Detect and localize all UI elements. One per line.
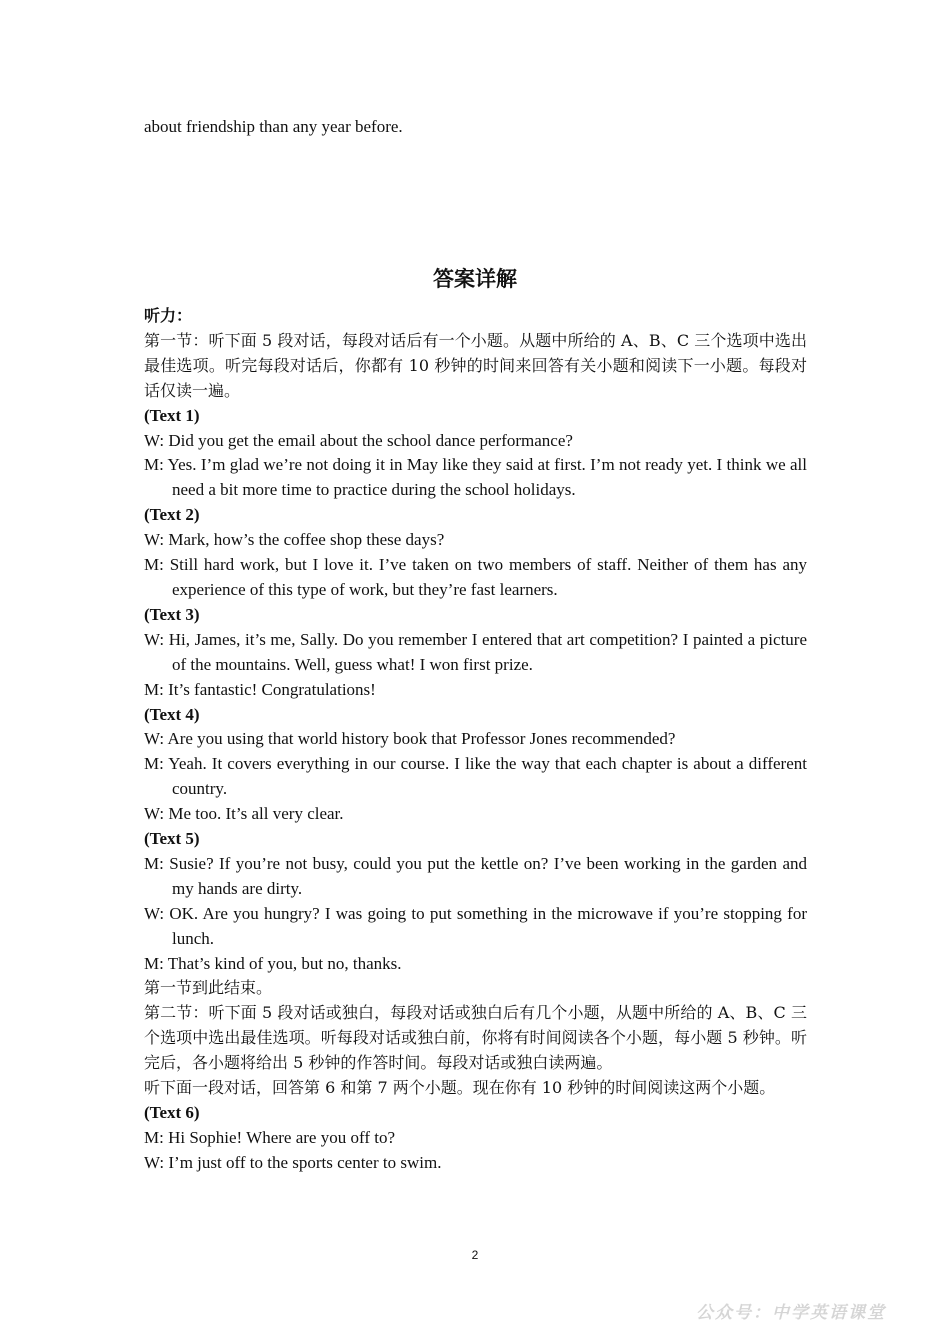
text3-label: (Text 3) <box>144 604 200 624</box>
dialogue-line: W: Mark, how’s the coffee shop these days? <box>144 530 445 550</box>
page-number: 2 <box>471 1248 479 1262</box>
carryover-line: about friendship than any year before. <box>144 117 403 136</box>
dialogue-line: W: I’m just off to the sports center to swim. <box>144 1152 442 1172</box>
dialogue-line: W: Hi, James, it’s me, Sally. Do you remember I entered that art competition? I painted a picture of the mountains. Well, guess what! I won first prize. <box>144 629 807 674</box>
dialogue-line: M: That’s kind of you, but no, thanks. <box>144 953 402 973</box>
text1-label: (Text 1) <box>144 405 200 425</box>
dialogue-line: M: Hi Sophie! Where are you off to? <box>144 1127 395 1147</box>
dialogue-line: W: Did you get the email about the school dance performance? <box>144 430 573 450</box>
dialogue-line: M: Yeah. It covers everything in our course. I like the way that each chapter is about a different country. <box>144 754 807 799</box>
section1-intro: 第一节：听下面 5 段对话，每段对话后有一个小题。从题中所给的 A、B、C 三个选项中选出最佳选项。听完每段对话后，你都有 10 秒钟的时间来回答有关小题和阅读下一小题。每段对话仅读一遍。 <box>144 330 807 400</box>
dialogue-line: M: It’s fantastic! Congratulations! <box>144 679 376 699</box>
dialogue-line: W: Are you using that world history book that Professor Jones recommended? <box>144 729 676 749</box>
dialogue-line: M: Susie? If you’re not busy, could you put the kettle on? I’ve been working in the garden and my hands are dirty. <box>144 853 807 898</box>
answer-content <box>144 304 807 1176</box>
section2-intro: 第二节：听下面 5 段对话或独白，每段对话或独白后有几个小题，从题中所给的 A、B、C 三个选项中选出最佳选项。听每段对话或独白前，你将有时间阅读各个小题，每小题 5 秒钟。听完后，各小题将给出 5 秒钟的作答时间。每段对话或独白读两遍。 <box>144 1003 807 1073</box>
text5-label: (Text 5) <box>144 829 200 849</box>
dialogue-line: M: Still hard work, but I love it. I’ve taken on two members of staff. Neither of them has any experience of this type of work, but they’re fast learners. <box>144 555 807 599</box>
text6-label: (Text 6) <box>144 1103 200 1122</box>
text6-intro: 听下面一段对话，回答第 6 和第 7 两个小题。现在你有 10 秒钟的时间阅读这两个小题。 <box>144 1078 776 1098</box>
dialogue-line: M: Yes. I’m glad we’re not doing it in May like they said at first. I’m not ready yet. I think we all need a bit more time to practice during the school holidays. <box>144 455 807 500</box>
dialogue-line: W: OK. Are you hungry? I was going to put something in the microwave if you’re stopping for lunch. <box>144 903 807 948</box>
dialogue-line: W: Me too. It’s all very clear. <box>144 804 344 824</box>
text2-label: (Text 2) <box>144 505 200 525</box>
page-title: 答案详解 <box>433 267 517 291</box>
text4-label: (Text 4) <box>144 704 200 724</box>
listening-heading: 听力： <box>144 306 193 325</box>
section1-end: 第一节到此结束。 <box>144 978 273 998</box>
watermark: 公众号：中学英语课堂 <box>696 1303 886 1323</box>
